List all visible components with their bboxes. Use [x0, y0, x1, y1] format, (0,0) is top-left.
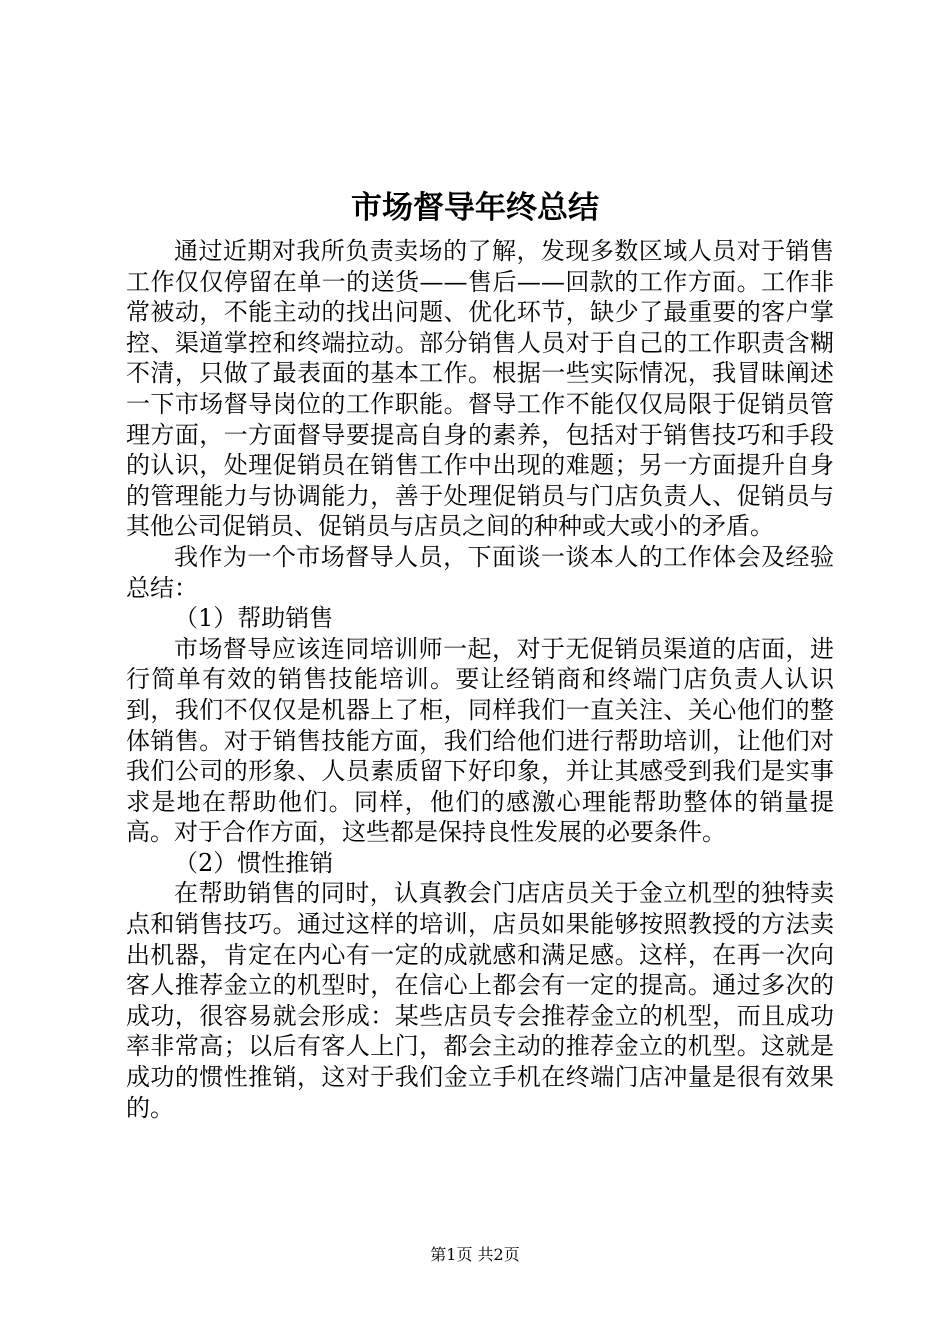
section-heading-habit-selling: （2）惯性推销	[174, 848, 334, 877]
paragraph-help-sales: 市场督导应该连同培训师一起，对于无促销员渠道的店面，进行简单有效的销售技能培训。要让经销商和终端门店负责人认识到，我们不仅仅是机器上了柜，同样我们一直关注、关心他们的整体销售。对于销售技能方面，我们给他们进行帮助培训，让他们对我们公司的形象、人员素质留下好印象，并让其感受到我们是实事求是地在帮助他们。同样，他们的感激心理能帮助整体的销量提高。对于合作方面，这些都是保持良性发展的必要条件。	[126, 634, 834, 847]
paragraph-intro: 通过近期对我所负责卖场的了解，发现多数区域人员对于销售工作仅仅停留在单一的送货——售后——回款的工作方面。工作非常被动，不能主动的找出问题、优化环节，缺少了最重要的客户掌控、渠道掌控和终端拉动。部分销售人员对于自己的工作职责含糊不清，只做了最表面的基本工作。根据一些实际情况，我冒昧阐述一下市场督导岗位的工作职能。督导工作不能仅仅局限于促销员管理方面，一方面督导要提高自身的素养，包括对于销售技巧和手段的认识，处理促销员在销售工作中出现的难题；另一方面提升自身的管理能力与协调能力，善于处理促销员与门店负责人、促销员与其他公司促销员、促销员与店员之间的种种或大或小的矛盾。	[126, 237, 834, 541]
document-body	[126, 236, 834, 1123]
paragraph-lead-in: 我作为一个市场督导人员，下面谈一谈本人的工作体会及经验总结：	[126, 542, 834, 602]
paragraph-habit-selling: 在帮助销售的同时，认真教会门店店员关于金立机型的独特卖点和销售技巧。通过这样的培训，店员如果能够按照教授的方法卖出机器，肯定在内心有一定的成就感和满足感。这样，在再一次向客人推荐金立的机型时，在信心上都会有一定的提高。通过多次的成功，很容易就会形成：某些店员专会推荐金立的机型，而且成功率非常高；以后有客人上门，都会主动的推荐金立的机型。这就是成功的惯性推销，这对于我们金立手机在终端门店冲量是很有效果的。	[126, 879, 834, 1122]
document-title: 市场督导年终总结	[351, 190, 599, 226]
page-footer: 第1页 共2页	[430, 1245, 520, 1264]
section-heading-help-sales: （1）帮助销售	[174, 604, 334, 633]
